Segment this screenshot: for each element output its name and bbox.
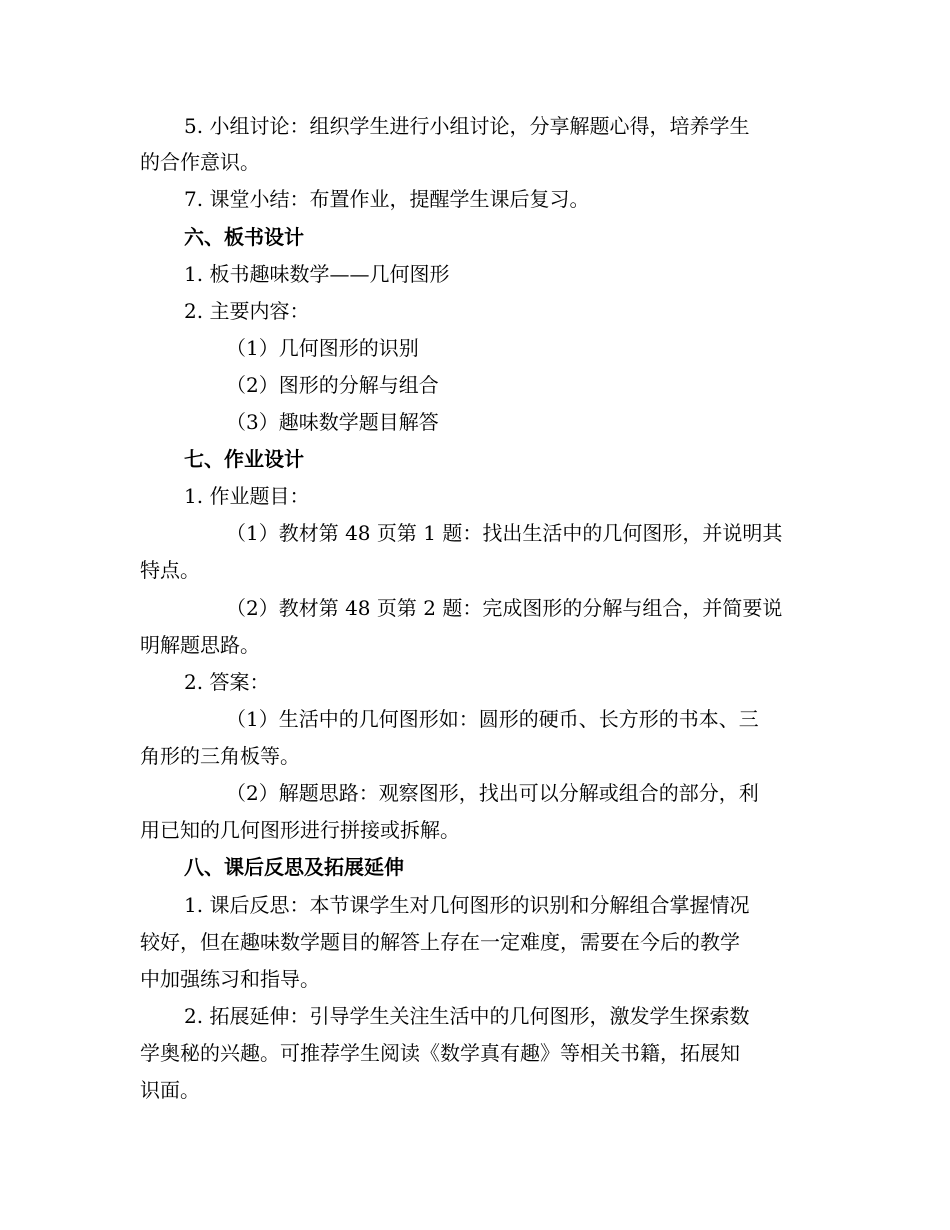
paragraph-line: 角形的三角板等。: [140, 744, 300, 768]
paragraph-line: 1. 课后反思：本节课学生对几何图形的识别和分解组合掌握情况: [184, 893, 750, 917]
list-item: （1）教材第 48 页第 1 题：找出生活中的几何图形，并说明其: [226, 521, 783, 545]
paragraph-line: 5. 小组讨论：组织学生进行小组讨论，分享解题心得，培养学生: [184, 114, 750, 138]
section-heading: 七、作业设计: [184, 447, 304, 471]
section-heading: 六、板书设计: [184, 225, 304, 249]
list-item: （2）解题思路：观察图形，找出可以分解或组合的部分，利: [226, 781, 759, 805]
list-item: （1）生活中的几何图形如：圆形的硬币、长方形的书本、三: [226, 707, 759, 731]
paragraph-line: 用已知的几何图形进行拼接或拆解。: [140, 818, 460, 842]
paragraph-line: 中加强练习和指导。: [140, 967, 320, 991]
paragraph-line: 学奥秘的兴趣。可推荐学生阅读《数学真有趣》等相关书籍，拓展知: [140, 1041, 740, 1065]
section-heading: 八、课后反思及拓展延伸: [184, 855, 404, 879]
paragraph-line: 7. 课堂小结：布置作业，提醒学生课后复习。: [184, 187, 590, 211]
paragraph-line: 2. 答案：: [184, 670, 270, 694]
paragraph-line: 2. 拓展延伸：引导学生关注生活中的几何图形，激发学生探索数: [184, 1004, 750, 1028]
list-item: （1）几何图形的识别: [226, 336, 419, 360]
paragraph-line: 1. 板书趣味数学——几何图形: [184, 262, 450, 286]
paragraph-line: 2. 主要内容：: [184, 299, 310, 323]
paragraph-line: 1. 作业题目：: [184, 484, 310, 508]
paragraph-line: 较好，但在趣味数学题目的解答上存在一定难度，需要在今后的教学: [140, 930, 740, 954]
list-item: （3）趣味数学题目解答: [226, 410, 439, 434]
list-item: （2）教材第 48 页第 2 题：完成图形的分解与组合，并简要说: [226, 596, 783, 620]
paragraph-line: 识面。: [140, 1078, 200, 1102]
paragraph-line: 明解题思路。: [140, 633, 260, 657]
paragraph-line: 的合作意识。: [140, 150, 260, 174]
paragraph-line: 特点。: [140, 558, 200, 582]
list-item: （2）图形的分解与组合: [226, 373, 439, 397]
